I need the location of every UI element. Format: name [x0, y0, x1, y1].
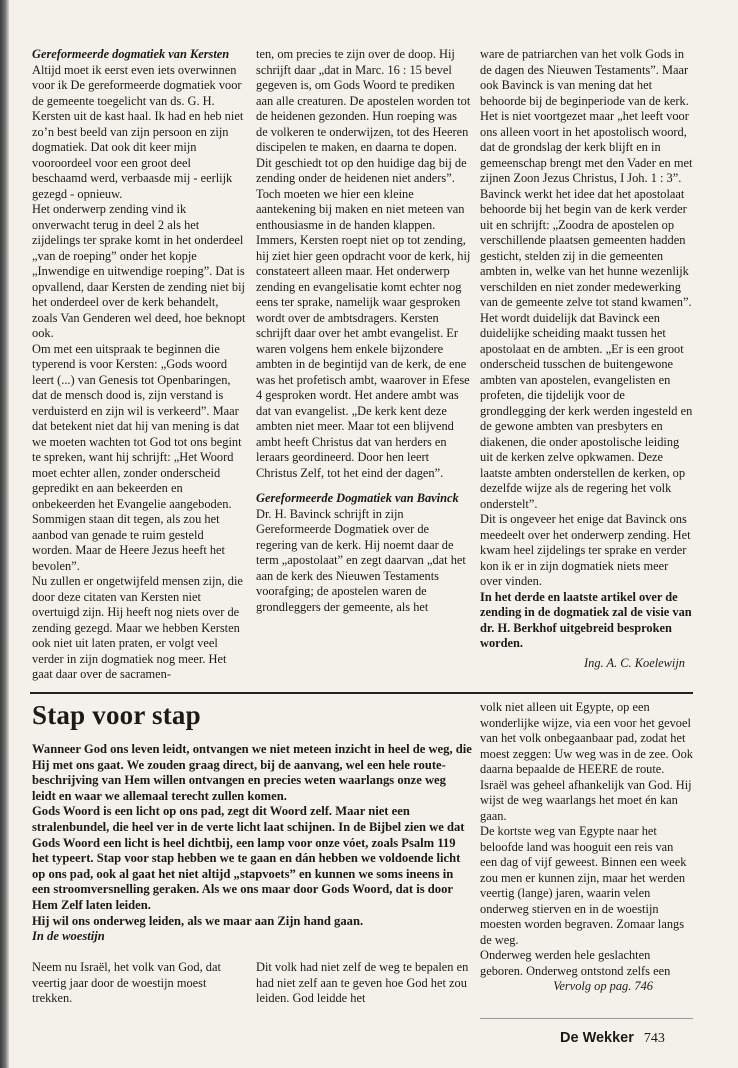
- page-binding-shadow: [0, 0, 9, 1068]
- closing-note: In het derde en laatste artikel over de zending in de dogmatiek zal de visie van dr. H. Berkhof uitgebreid besproken worden.: [480, 589, 692, 650]
- paragraph: ware de patriarchen van het volk Gods in de dagen des Nieuwen Testaments”. Maar ook Bavinck is van mening dat het behoorde bij de beginperiode van de kerk. Het is niet voortgezet maar „het leeft voor ons alleen voort in het apostolisch woord, dat de grondslag der kerk blijft en in gemeenschap brengt met den Vader en met zijnen Zoon Jezus Christus, I Joh. 1 : 3”.: [480, 47, 693, 185]
- paragraph: Dit is ongeveer het enige dat Bavinck ons meedeelt over het onderwerp zending. Het kwam heel zijdelings ter sprake en verder kon ik er in zijn dogmatiek niets meer over vinden.: [480, 512, 691, 588]
- paragraph: Dit volk had niet zelf de weg te bepalen en had niet zelf aan te geven hoe God het zou leiden. God leidde het: [256, 960, 469, 1005]
- paragraph: Om met een uitspraak te beginnen die typerend is voor Kersten: „Gods woord leert (...) van Genesis tot Openbaringen, dat de mensch dood is, zijn verstand is verduisterd en zijn wil is verkeerd”. Maar dat betekent niet dat hij van mening is dat we moeten wachten tot God tot ons begint te spreken, want hij schrijft: „Het Woord moet echter allen, zonder onderscheid gepredikt en aan bekeerden en onbekeerden het Evangelie aangeboden. Sommigen staan dit tegen, als zou het aanbod van genade te ruim gesteld worden. Maar de Heere Jezus heeft het bevolen”.: [32, 341, 242, 573]
- article-divider: [30, 692, 693, 694]
- article-title: Stap voor stap: [32, 700, 201, 730]
- paragraph: Toch moeten we hier een kleine aantekening bij maken en niet meteen van enthousiasme in de handen klappen. Immers, Kersten roept niet op tot zending, hij ziet hier geen opdracht voor de kerk, hij constateert alleen maar. Het onderwerp zending en evangelisatie komt echter nog eens ter sprake, namelijk waar gesproken wordt over de ambtsdragers. Kersten schrijft daar over het ambt evangelist. Er waren volgens hem enkele bijzondere ambten in de begintijd van de kerk, de ene was het profetisch ambt, waarover in Efese 4 gesproken wordt. Het andere ambt was dat van evangelist. „De kerk kent deze ambten niet meer. Maar tot een blijvend ambt heeft Christus dat van herders en leraars geordineerd. Door hen leert Christus Zelf, tot het eind der dagen”.: [256, 186, 471, 480]
- subheading: In de woestijn: [32, 929, 105, 944]
- paragraph: volk niet alleen uit Egypte, op een wonderlijke wijze, via een voor het gevoel van het volk onbegaanbaar pad, zodat het moest zeggen: Uw weg was in de zee. Ook daarna bepaalde de HEERE de route. Israël was geheel afhankelijk van God. Hij wijst de weg waarlangs het moet én kan gaan.: [480, 700, 693, 823]
- lead-paragraph: Gods Woord is een licht op ons pad, zegt dit Woord zelf. Maar niet een stralenbundel, die heel ver in de verte licht laat schijnen. In de Bijbel zien we dat Gods Woord een licht is heel dichtbij, een lamp voor onze vóet, zoals Psalm 119 het typeert. Stap voor stap hebben we te gaan en dán hebben we voldoende licht op ons pad, ook al gaat het niet altijd „stapvoets” en kunnen we soms ineens in een stroomversnelling geraken. Als we ons maar door Gods Woord, dat is door Hem Zelf laten leiden.: [32, 804, 465, 912]
- article1-column-2: [256, 47, 471, 615]
- paragraph: Altijd moet ik eerst even iets overwinnen voor ik De gereformeerde dogmatiek voor de gemeente toegelicht van ds. G. H. Kersten uit de kast haal. Ik had en heb niet zo’n best beeld van zijn persoon en zijn dogmatiek. Dat ook dit keer mijn vooroordeel voor een groot deel beschaamd werd, verbaasde mij - eerlijk gezegd - opnieuw.: [32, 62, 244, 201]
- article2-column-b: [256, 960, 471, 1007]
- article2-column-a: [32, 960, 247, 1007]
- paragraph: ten, om precies te zijn over de doop. Hij schrijft daar „dat in Marc. 16 : 15 bevel gegeven is, om Gods Woord te prediken aan alle creaturen. De apostelen worden tot de heidenen gezonden. Hun roeping was de volkeren te onderwijzen, tot des Heeren discipelen te maken, en daarna te dopen. Dit geschiedt tot op den huidige dag bij de zending onder de heidenen niet anders”.: [256, 47, 471, 185]
- author-signature: Ing. A. C. Koelewijn: [584, 655, 685, 670]
- paragraph: Nu zullen er ongetwijfeld mensen zijn, die door deze citaten van Kersten niet overtuigd zijn. Hij heeft nog niets over de zending gezegd. Maar we hebben Kersten ook niet uit laten praten, er volgt veel verder in zijn dogmatiek nog meer. Het gaat daar over de sacramen-: [32, 574, 243, 681]
- paragraph: Dr. H. Bavinck schrijft in zijn Gereformeerde Dogmatiek over de regering van de kerk. Hij noemt daar de term „apostolaat” en zegt daarvan „dat het aan de kerk des Nieuwen Testaments voorafging; de apostelen waren de grondleggers der gemeente, als het: [256, 506, 466, 614]
- lead-paragraph: Hij wil ons onderweg leiden, als we maar aan Zijn hand gaan.: [32, 913, 364, 928]
- footer-rule: [480, 1018, 693, 1019]
- paragraph: Het onderwerp zending vind ik onverwacht terug in deel 2 als het zijdelings ter sprake komt in het onderdeel „van de roeping” onder het kopje „Inwendige en uitwendige roeping”. Dat is opvallend, daar Kersten de zending niet bij het onderdeel over de kerk behandelt, zoals Van Genderen wel deed, hoe beknopt ook.: [32, 202, 246, 340]
- section-heading: Gereformeerde Dogmatiek van Bavinck: [256, 491, 459, 505]
- article1-column-3: [480, 47, 693, 671]
- paragraph: Neem nu Israël, het volk van God, dat veertig jaar door de woestijn moest trekken.: [32, 960, 221, 1005]
- paragraph: Onderweg werden hele geslachten geboren. Onderweg ontstond zelfs een: [480, 948, 671, 978]
- continued-note: Vervolg op pag. 746: [553, 979, 653, 993]
- section-heading: Gereformeerde dogmatiek van Kersten: [32, 47, 230, 61]
- article1-column-1: [32, 47, 247, 683]
- article-lead: [32, 742, 472, 945]
- page-footer: [560, 1030, 665, 1047]
- magazine-name: De Wekker: [560, 1030, 634, 1046]
- paragraph: Bavinck werkt het idee dat het apostolaat behoorde bij het begin van de kerk verder uit en schrijft: „Zoodra de apostelen op verschillende plaatsen gemeenten hadden gesticht, stelden zij in die gemeenten ambten in, welke van het hunne wezenlijk verschilden en niet zonder medewerking van de gemeente zelve tot stand kwamen”. Het wordt duidelijk dat Bavinck een duidelijke scheiding maakt tussen het apostolaat en de ambten. „Er is een groot onderscheid tusschen de buitengewone ambten van apostelen, evangelisten en profeten, die tijdelijk voor de grondlegging der kerk werden ingesteld en de gewone ambten van presbyters en diakenen, die onder apostolische leiding uit de kerken zelve opkwamen. Deze laatste ambten onderstellen de kerken, op dezelfde wijze als de regering het volk onderstelt”.: [480, 186, 693, 511]
- page-number: 743: [643, 1031, 665, 1046]
- article2-column-c: [480, 700, 693, 995]
- paragraph: De kortste weg van Egypte naar het beloofde land was hooguit een reis van een dag of vijf geweest. Binnen een week zou men er kunnen zijn, maar het werden veertig (lange) jaren, waarin velen onderweg stierven en in de woestijn moesten worden begraven. Zomaar langs de weg.: [480, 824, 687, 947]
- lead-paragraph: Wanneer God ons leven leidt, ontvangen we niet meteen inzicht in heel de weg, die Hij met ons gaat. We zouden graag direct, bij de aanvang, wel een hele route-beschrijving van Hem willen ontvangen en precies weten waarlangs onze weg leidt en waar we allemaal terecht zullen komen.: [32, 742, 472, 803]
